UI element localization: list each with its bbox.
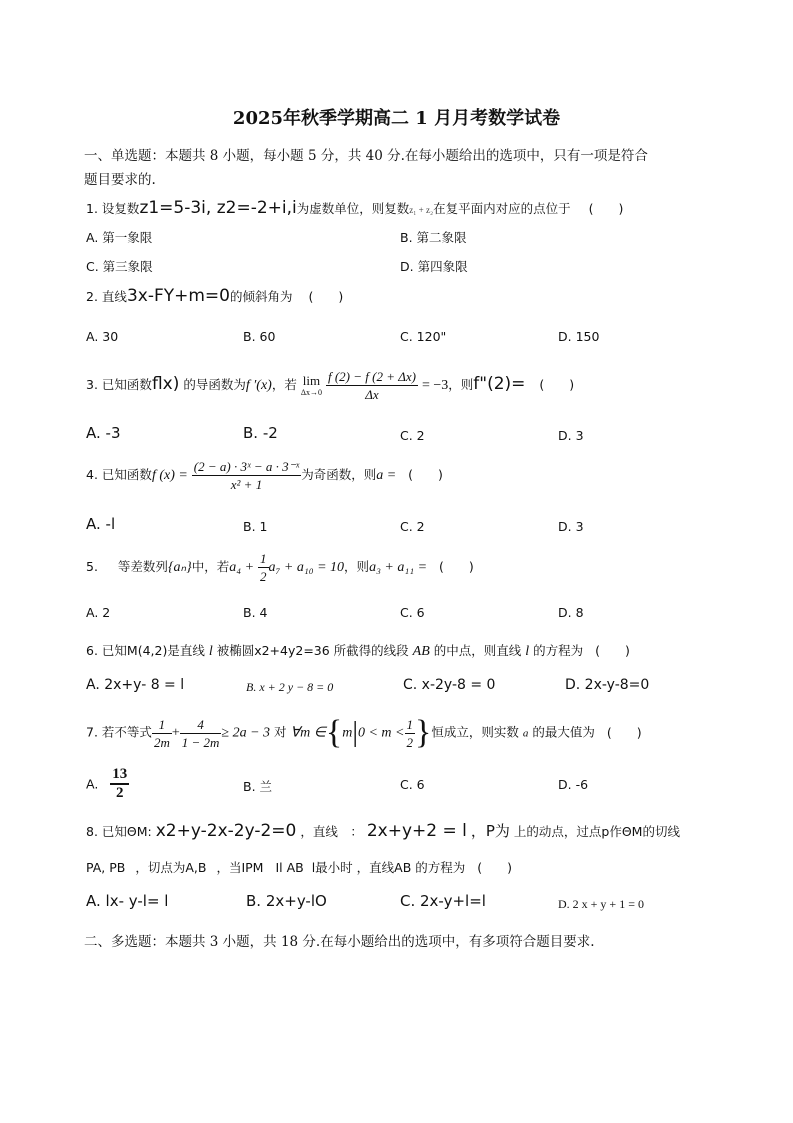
question-7-frac1-denominator: 2m (153, 734, 170, 750)
question-6-text4: 的方程为 (533, 643, 584, 658)
question-8-option-b-text: B. 2x+y-lO (246, 892, 327, 910)
question-3-if: ，若 (271, 377, 297, 392)
question-4-fraction (192, 458, 301, 493)
question-5-option-d: D. 8 (558, 605, 584, 620)
question-8-option-c-text: C. 2x-y+l=l (400, 892, 486, 910)
question-4-pre: 已知函数 (101, 467, 152, 482)
question-7-frac2 (180, 716, 222, 751)
question-2-pre: 直线 (101, 289, 127, 304)
question-3-paren: ( ) (539, 377, 575, 392)
section-2-heading: 二、多选题：本题共 3 小题，共 18 分.在每小题给出的选项中，有多项符合题目要求. (84, 934, 595, 950)
question-7-frac1-numerator: 1 (152, 716, 172, 734)
question-7-frac1 (152, 716, 172, 751)
question-4-option-a (86, 515, 115, 533)
question-1 (86, 198, 623, 218)
question-5-half-numerator: 1 (260, 551, 267, 566)
question-6-option-d-text: D. 2x-y-8=0 (565, 677, 650, 693)
question-1-option-c: C. 第三象限 (86, 259, 153, 274)
question-8-mid2: 上的动点，过点p作ΘM的切线 (513, 824, 680, 839)
question-7-frac2-denominator: 1 − 2m (181, 734, 220, 750)
question-8-mid: ，直线 ： (300, 824, 363, 839)
question-6-option-b (246, 679, 333, 695)
question-1-mid: 为虚数单位，则复数 (296, 201, 410, 216)
question-8-p: ，P为 (470, 822, 510, 840)
question-7-option-d: D. -6 (558, 777, 589, 792)
question-2-expr: 3x-FY+m=0 (126, 286, 230, 306)
question-3-denominator: Δx (365, 387, 379, 402)
question-6-text3: 的中点，则直线 (433, 643, 522, 658)
question-3-option-a-text: A. -3 (86, 424, 121, 442)
question-6-option-c-text: C. x-2y-8 = 0 (403, 677, 496, 693)
question-1-number: 1. (86, 201, 98, 216)
question-3-ask: f"(2)= (473, 374, 526, 394)
question-5 (86, 550, 474, 590)
question-8-circle: x2+y-2x-2y-2=0 (155, 821, 297, 841)
question-7-set-open-brace-icon: { (325, 714, 343, 751)
exam-title: 2025年秋季学期高二 1 月月考数学试卷 (232, 108, 561, 129)
question-7-set-condition: 0 < m < (357, 725, 405, 741)
section-1-heading-line1: 一、单选题：本题共 8 小题，每小题 5 分，共 40 分.在每小题给出的选项中，只有一项是符合 (84, 148, 648, 164)
question-7-inequality: ≥ 2a − 3 (221, 725, 271, 741)
question-5-paren: ( ) (439, 559, 474, 574)
question-4-a: a = (376, 468, 397, 483)
question-7-post2: 的最大值为 (532, 724, 595, 740)
question-6-option-c (403, 677, 495, 693)
question-7-option-a-denominator: 2 (116, 785, 124, 801)
question-8-min: l最小时 (311, 860, 353, 875)
question-3-number: 3. (86, 377, 98, 392)
question-6-paren: ( ) (595, 643, 630, 658)
question-3-then: ，则 (448, 377, 474, 392)
question-3-option-b-text: B. -2 (243, 424, 278, 442)
question-3-lim: lim (302, 373, 321, 388)
question-7-dui: 对 (274, 724, 287, 740)
question-4-option-b: B. 1 (243, 519, 268, 534)
question-7-frac2-numerator: 4 (180, 716, 222, 734)
question-8-option-d (558, 896, 644, 912)
question-7-pre: 若不等式 (101, 724, 152, 740)
question-4-number: 4. (86, 467, 98, 482)
question-5-half (258, 550, 269, 585)
question-4-option-d: D. 3 (558, 519, 584, 534)
question-5-term1: a₄ + (229, 560, 255, 575)
question-3-option-c: C. 2 (400, 428, 425, 443)
question-7-option-a (86, 766, 129, 806)
question-7-forall: ∀m ∈ (290, 725, 326, 741)
question-6-ab: AB (412, 644, 430, 659)
question-3-mid: 的导函数为 (183, 377, 246, 392)
question-8-option-a-text: A. lx- y-l= l (86, 892, 169, 910)
question-2 (86, 286, 343, 306)
question-3-pre: 已知函数 (101, 377, 152, 392)
question-7-option-a-numerator: 13 (110, 766, 129, 785)
question-7-plus: + (171, 725, 180, 741)
question-2-option-c: C. 120" (400, 329, 447, 344)
question-5-pre: 等差数列 (117, 559, 168, 574)
question-5-mid: 中，若 (191, 559, 230, 574)
question-8-line1 (86, 820, 680, 841)
question-2-post: 的倾斜角为 (229, 289, 293, 304)
question-3-limit (301, 374, 322, 397)
question-8-option-d-text: D. 2 x + y + 1 = 0 (558, 897, 644, 911)
question-1-paren: ( ) (588, 201, 624, 216)
question-7-option-b: B. 兰 (243, 779, 273, 794)
question-7 (86, 714, 642, 762)
question-3-equals: = −3 (421, 378, 449, 393)
question-5-ask: a₃ + a₁₁ = (369, 560, 428, 575)
question-6-line-l: l (208, 644, 213, 659)
question-5-option-b: B. 4 (243, 605, 268, 620)
question-5-option-a: A. 2 (86, 605, 111, 620)
question-8-pre: 已知ΘM: (101, 824, 152, 839)
question-7-paren: ( ) (606, 724, 642, 740)
section-1-heading-line2: 题目要求的. (84, 172, 156, 188)
question-8-ab: Il AB (275, 860, 304, 875)
question-5-sequence: {aₙ} (167, 560, 192, 575)
question-4-option-c: C. 2 (400, 519, 425, 534)
question-6-text2: 被椭圆x2+4y2=36 所截得的线段 (216, 643, 409, 658)
question-1-option-b: B. 第二象限 (400, 230, 467, 245)
question-3-option-d: D. 3 (558, 428, 584, 443)
question-7-set-bar-icon: | (352, 717, 358, 748)
question-2-paren: ( ) (308, 289, 344, 304)
question-4-fx: f (x) = (151, 468, 188, 483)
question-2-option-d: D. 150 (558, 329, 600, 344)
question-8-line-ab: ，直线AB 的方程为 (356, 860, 466, 875)
question-4-denominator: x² + 1 (230, 477, 263, 492)
question-6 (86, 641, 630, 660)
question-5-term2: a₇ + a₁₀ = 10 (268, 560, 345, 575)
question-5-option-c: C. 6 (400, 605, 425, 620)
question-3-option-a (86, 424, 121, 442)
question-8-line: 2x+y+2 = l (366, 821, 467, 841)
question-3-fraction (326, 368, 418, 403)
question-6-option-b-text: B. x + 2 y − 8 = 0 (246, 680, 334, 694)
question-4-numerator: (2 − a) · 3ˣ − a · 3⁻ˣ (193, 459, 300, 474)
question-7-a: a (522, 727, 529, 740)
question-6-option-a-text: A. 2x+y- 8 = l (86, 677, 185, 693)
question-3-numerator: f (2) − f (2 + Δx) (327, 369, 416, 384)
question-1-pre: 设复数 (101, 201, 140, 216)
question-8-paren: ( ) (477, 860, 513, 875)
question-8-number: 8. (86, 824, 98, 839)
question-6-number: 6. (86, 643, 98, 658)
question-7-set-half (405, 716, 416, 751)
question-5-half-denominator: 2 (260, 569, 267, 584)
question-2-option-b: B. 60 (243, 329, 276, 344)
question-8-when-pm: ，当IPM (216, 860, 264, 875)
question-3-derivative: f ′(x) (245, 378, 272, 393)
question-6-option-d (565, 677, 649, 693)
question-8-line2 (86, 858, 512, 876)
question-3 (86, 368, 574, 410)
question-8-option-a (86, 892, 168, 910)
question-6-line-l2: l (525, 644, 530, 659)
question-2-option-a: A. 30 (86, 329, 119, 344)
question-3-fx: flx) (151, 374, 180, 394)
question-8-option-c (400, 892, 486, 910)
question-1-option-d: D. 第四象限 (400, 259, 468, 274)
question-1-option-a: A. 第一象限 (86, 230, 153, 245)
question-1-post: 在复平面内对应的点位于 (433, 201, 571, 216)
question-7-set-close-brace-icon: } (415, 714, 432, 751)
question-7-option-a-label: A. (86, 776, 99, 792)
question-7-set-var: m (342, 725, 353, 741)
question-5-then: ，则 (344, 559, 370, 574)
question-7-set-half-numerator: 1 (406, 716, 413, 732)
question-7-option-c: C. 6 (400, 777, 425, 792)
question-3-option-b (243, 424, 278, 442)
question-1-expr: z1=5-3i, z2=-2+i,i (139, 198, 297, 218)
question-7-post: 恒成立，则实数 (431, 724, 519, 740)
question-8-tangent-points: ，切点为A,B (135, 860, 207, 875)
question-5-number: 5. (86, 559, 98, 574)
question-6-text1: 已知M(4,2)是直线 (101, 643, 205, 658)
question-6-option-a (86, 677, 184, 693)
question-7-number: 7. (86, 724, 98, 740)
question-4-paren: ( ) (408, 467, 443, 482)
question-1-sum: z₁ + z₂ (409, 205, 434, 215)
question-8-option-b (246, 892, 327, 910)
question-4-post: 为奇函数，则 (301, 467, 377, 482)
question-8-pa-pb: PA, PB (86, 860, 126, 875)
question-3-lim-sub: Δx→0 (300, 388, 322, 397)
question-7-set-half-denominator: 2 (406, 734, 413, 750)
question-7-option-a-fraction (110, 766, 129, 802)
question-2-number: 2. (86, 289, 98, 304)
question-4 (86, 458, 443, 498)
question-4-option-a-text: A. -l (86, 515, 116, 533)
